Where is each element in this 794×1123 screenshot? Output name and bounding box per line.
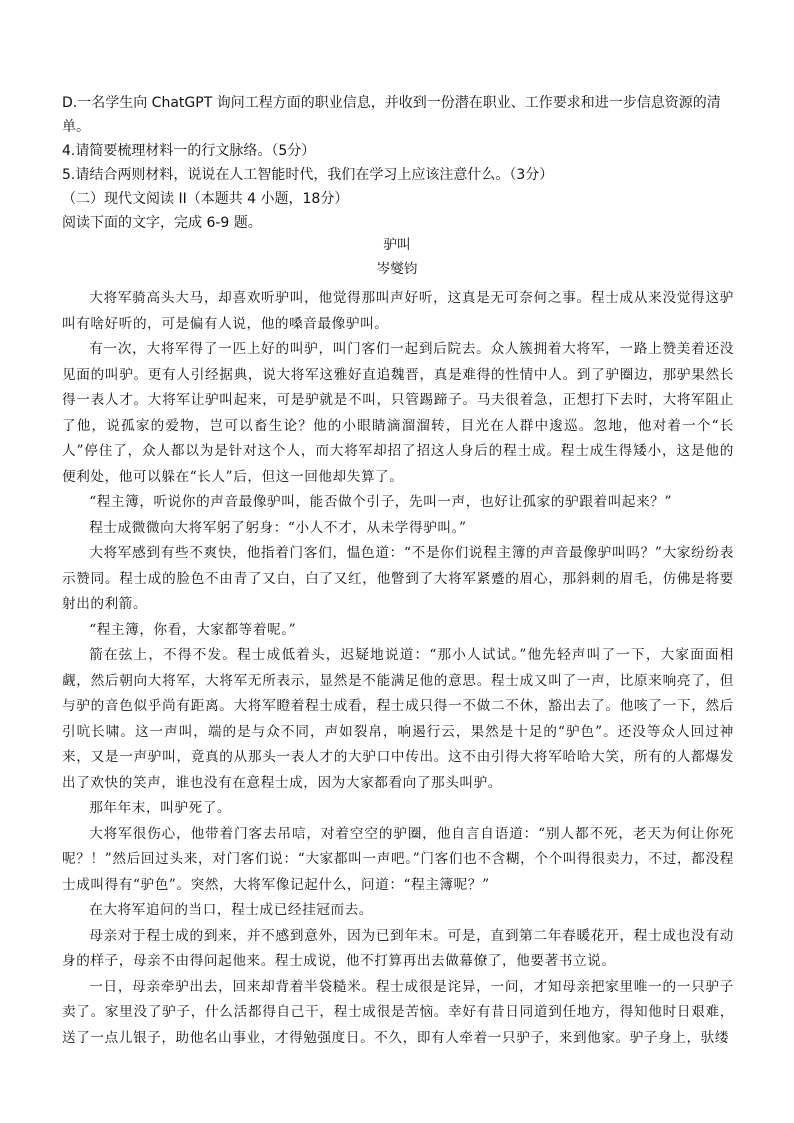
article-paragraph: 在大将军追问的当口，程士成已经挂冠而去。 — [89, 902, 374, 918]
article-title: 驴叫 — [383, 237, 411, 253]
article-author: 岑燮钧 — [376, 261, 418, 277]
article-paragraph: 一日，母亲牵驴出去，回来却背着半袋糙米。程士成很是诧异，一问，才知母亲把家里唯一的一只驴子卖了。家里没了驴子，什么活都得自己干，程士成很是苦恼。幸好有昔日同道到任地方，得知他时日艰难，送了一点儿银子，助他名山事业，才得勉强度日。不久，即有人牵着一只驴子，来到他家。驴子身上，驮缕 — [62, 978, 734, 1046]
option-d-text: D.一名学生向 ChatGPT 询问工程方面的职业信息，并收到一份潜在职业、工作要求和进一步信息资源的清 — [62, 95, 721, 111]
question-5: 5.请结合两则材料，说说在人工智能时代，我们在学习上应该注意什么。（3分） — [62, 167, 554, 183]
article-paragraph: 那年年末，叫驴死了。 — [89, 800, 232, 816]
article-paragraph: 大将军感到有些不爽快，他指着门客们，愠色道：“不是你们说程主簿的声音最像驴叫吗？”大家纷纷表示赞同。程士成的脸色不由青了又白，白了又红，他瞥到了大将军紧蹙的眉心，那斜刺的眉毛，仿佛是将要射出的利箭。 — [62, 545, 734, 612]
article-paragraph: 大将军骑高头大马，却喜欢听驴叫，他觉得那叫声好听，这真是无可奈何之事。程士成从来没觉得这驴叫有啥好听的，可是偏有人说，他的嗓音最像驴叫。 — [62, 290, 734, 332]
article-paragraph: 母亲对于程士成的到来，并不感到意外，因为已到年末。可是，直到第二年春暖花开，程士成也没有动身的样子，母亲不由得问起他来。程士成说，他不打算再出去做幕僚了，他要著书立说。 — [62, 927, 734, 969]
section-heading: （二）现代文阅读 II（本题共 4 小题，18分） — [62, 191, 349, 207]
article-body — [62, 286, 734, 1051]
article-paragraph: “程主簿，听说你的声音最像驴叫，能否做个引子，先叫一声，也好让孤家的驴跟着叫起来？” — [89, 494, 673, 510]
reading-instruction: 阅读下面的文字，完成 6-9 题。 — [62, 215, 262, 231]
article-paragraph: 有一次，大将军得了一匹上好的叫驴，叫门客们一起到后院去。众人簇拥着大将军，一路上赞美着还没见面的叫驴。更有人引经据典，说大将军这雅好直追魏晋，真是难得的性情中人。到了驴圈边，那驴果然长得一表人才。大将军让驴叫起来，可是驴就是不叫，只管踢蹄子。马夫很着急，正想打下去时，大将军阻止了他，说孤家的爱物，岂可以畜生论？他的小眼睛滴溜溜转，目光在人群中逡巡。忽地，他对着一个“长人”停住了，众人都以为是针对这个人，而大将军却招了招这人身后的程士成。程士成生得矮小，这是他的便利处，他可以躲在“长人”后，但这一回他却失算了。 — [62, 341, 734, 485]
article-paragraph: 程士成微微向大将军躬了躬身：“小人不才，从未学得驴叫。” — [89, 519, 467, 536]
article-paragraph: 箭在弦上，不得不发。程士成低着头，迟疑地说道：“那小人试试。”他先轻声叫了一下，大家面面相觑，然后朝向大将军，大将军无所表示，显然是不能满足他的意思。程士成又叫了一声，比原来响亮了，但与驴的音色似乎尚有距离。大将军瞪着程士成看，程士成只得一不做二不休，豁出去了。他咳了一下，然后引吭长啸。这一声叫，端的是与众不同，声如裂帛，响遏行云，果然是十足的“驴色”。还没等众人回过神来，又是一声驴叫，竟真的从那头一表人才的大驴口中传出。这不由引得大将军哈哈大笑，所有的人都爆发出了欢快的笑声，谁也没有在意程士成，因为大家都看向了那头叫驴。 — [62, 647, 734, 791]
question-4: 4.请简要梳理材料一的行文脉络。（5分） — [62, 143, 316, 159]
article-paragraph: 大将军很伤心，他带着门客去吊唁，对着空空的驴圈，他自言自语道：“别人都不死，老天为何让你死呢？！”然后回过头来，对门客们说：“大家都叫一声吧。”门客们也不含糊，个个叫得很卖力，不过，都没程士成叫得有“驴色”。突然，大将军像记起什么，问道：“程主簿呢？” — [62, 825, 734, 893]
article-paragraph: “程主簿，你看，大家都等着呢。” — [89, 621, 297, 638]
option-d-continuation: 单。 — [62, 119, 90, 135]
